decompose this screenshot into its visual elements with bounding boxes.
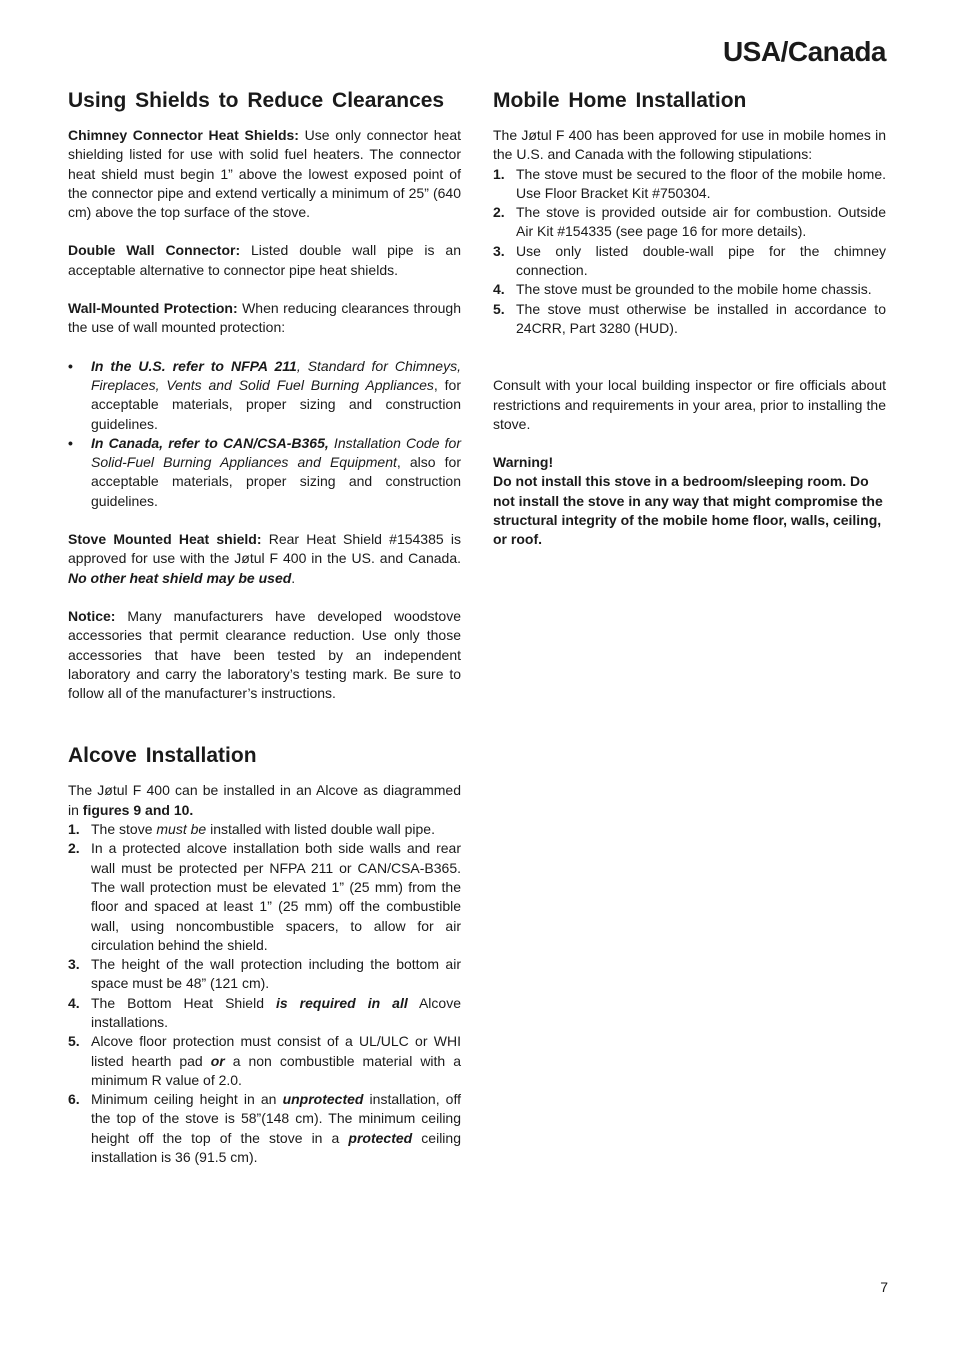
page-title: USA/Canada [722,36,886,67]
stove-mounted-end: . [291,569,296,586]
wall-mounted-text: When reducing clearances through the use of wall mounted protection: [68,300,461,336]
chimney-connector-paragraph [68,126,461,222]
wall-mounted-label: Wall-Mounted Protection: [68,300,238,317]
list-number: 3. [68,956,80,973]
list-text: Alcove floor protection must consist of a UL/ULC or WHI listed hearth pad [91,1033,461,1069]
list-item [68,994,461,1033]
chimney-connector-label: Chimney Connector Heat Shields: [68,127,299,143]
list-number: 3. [493,242,505,259]
alcove-intro [68,781,461,820]
list-item [68,1032,461,1090]
list-number: 1. [493,165,505,182]
list-item [68,839,461,955]
list-text: Alcove installations. [91,994,461,1030]
list-text: Use only listed double-wall pipe for the chimney connection. [516,242,886,279]
list-number: 4. [493,281,505,298]
mobile-home-heading: Mobile Home Installation [493,89,747,112]
list-item [68,1090,461,1167]
list-text: Minimum ceiling height in an [91,1091,283,1108]
stove-mounted-text: Rear Heat Shield #154385 is approved for use with the Jøtul F 400 in the US. and Canada. [68,531,461,567]
list-number: 5. [68,1033,80,1050]
page-number: 7 [880,1279,888,1295]
alcove-intro-figures: figures 9 and 10. [82,801,194,818]
warning-title: Warning! [493,454,554,471]
list-item [493,242,886,281]
double-wall-text: Listed double wall pipe is an acceptable alternative to connector pipe heat shields. [68,242,461,278]
list-text: ceiling installation is 36 (91.5 cm). [91,1129,461,1166]
bullet-rest: , for acceptable materials, proper sizing and construction guidelines. [91,376,461,432]
list-item [68,357,461,434]
shields-heading: Using Shields to Reduce Clearances [68,89,445,112]
list-number: 6. [68,1091,80,1108]
list-number: 5. [493,300,505,317]
notice-label: Notice: [68,607,116,624]
list-emphasis: must be [156,821,207,838]
bullet-lead: In Canada, refer to CAN/CSA-B365, [91,434,329,451]
list-number: 2. [68,840,80,857]
alcove-heading: Alcove Installation [68,744,257,768]
list-item [493,300,886,339]
list-text: The Bottom Heat Shield [91,994,276,1011]
bullet-marker: • [68,357,73,374]
alcove-numbered-list [68,820,461,1167]
double-wall-label: Double Wall Connector: [68,242,241,259]
bullet-italic: , Standard for Chimneys, Fireplaces, Vents and Solid Fuel Burning Appliances [91,357,461,393]
bullet-lead: In the U.S. refer to NFPA 211 [91,357,297,374]
list-number: 4. [68,994,80,1011]
list-text: installation, off the top of the stove is 58”(148 cm). The minimum ceiling height off the top of the stove in a [91,1091,461,1146]
list-item [493,280,886,299]
bullet-rest: , also for acceptable materials, proper sizing and construction guidelines. [91,454,461,509]
list-emphasis: protected [348,1129,413,1146]
list-text: In a protected alcove installation both side walls and rear wall must be protected per NFPA 211 or CAN/CSA-B365. The wall protection must be elevated 1” (25 mm) from the floor and spaced at least 1” (25 mm) off the combustible wall, using noncombustible spacers, to allow for air circulation behind the shield. [91,840,461,953]
bullet-italic: Installation Code for Solid-Fuel Burning Appliances and Equipment [91,434,462,471]
stove-mounted-label: Stove Mounted Heat shield: [68,531,262,548]
list-emphasis: is required in all [276,994,408,1011]
list-emphasis: or [210,1052,225,1069]
list-text: The stove must be secured to the floor of the mobile home. Use Floor Bracket Kit #750304. [516,165,886,201]
list-text: The stove [91,821,157,838]
chimney-connector-text: Use only connector heat shielding listed for use with solid fuel heaters. The connector heat shield must begin 1” above the lowest exposed point of the connector pipe and extend vertically a minimum of 25” (640 cm) above the top surface of the stove. [68,127,461,221]
consult-paragraph: Consult with your local building inspector or fire officials about restrictions and requirements in your area, prior to installing the stove. [493,377,886,432]
list-emphasis: unprotected [282,1091,364,1108]
list-item [493,165,886,204]
list-text: The stove must otherwise be installed in accordance to 24CRR, Part 3280 (HUD). [516,300,886,336]
right-column [493,88,886,550]
stove-mounted-emphasis: No other heat shield may be used [68,569,292,586]
notice-paragraph [68,607,461,703]
left-column [68,88,461,1167]
list-number: 2. [493,204,505,221]
standards-bullet-list [68,357,461,511]
list-text: The stove must be grounded to the mobile home chassis. [516,281,872,298]
list-text: a non combustible material with a minimum R value of 2.0. [91,1052,461,1088]
mobile-home-numbered-list [493,165,886,339]
wall-mounted-paragraph [68,299,461,338]
mobile-home-intro: The Jøtul F 400 has been approved for use in mobile homes in the U.S. and Canada with the following stipulations: [493,127,886,163]
warning-text: Do not install this stove in a bedroom/sleeping room. Do not install the stove in any way that might compromise the structural integrity of the mobile home floor, walls, ceiling, or roof. [493,473,883,548]
double-wall-paragraph [68,241,461,280]
stove-mounted-paragraph [68,530,461,588]
list-item [68,820,461,839]
list-text: The height of the wall protection including the bottom air space must be 48” (121 cm). [91,956,461,992]
bullet-marker: • [68,434,73,451]
list-item [493,203,886,242]
alcove-intro-text: The Jøtul F 400 can be installed in an Alcove as diagrammed in [68,782,461,818]
list-item [68,434,461,511]
list-text: The stove is provided outside air for combustion. Outside Air Kit #154335 (see page 16 for more details). [516,204,886,240]
list-text: installed with listed double wall pipe. [206,821,435,838]
list-item [68,955,461,994]
notice-text: Many manufacturers have developed woodstove accessories that permit clearance reduction. Use only those accessories that have been tested by an independent laboratory and carry the laboratory’s testing mark. Be sure to follow all of the manufacturer’s instructions. [68,607,461,702]
list-number: 1. [68,821,80,838]
